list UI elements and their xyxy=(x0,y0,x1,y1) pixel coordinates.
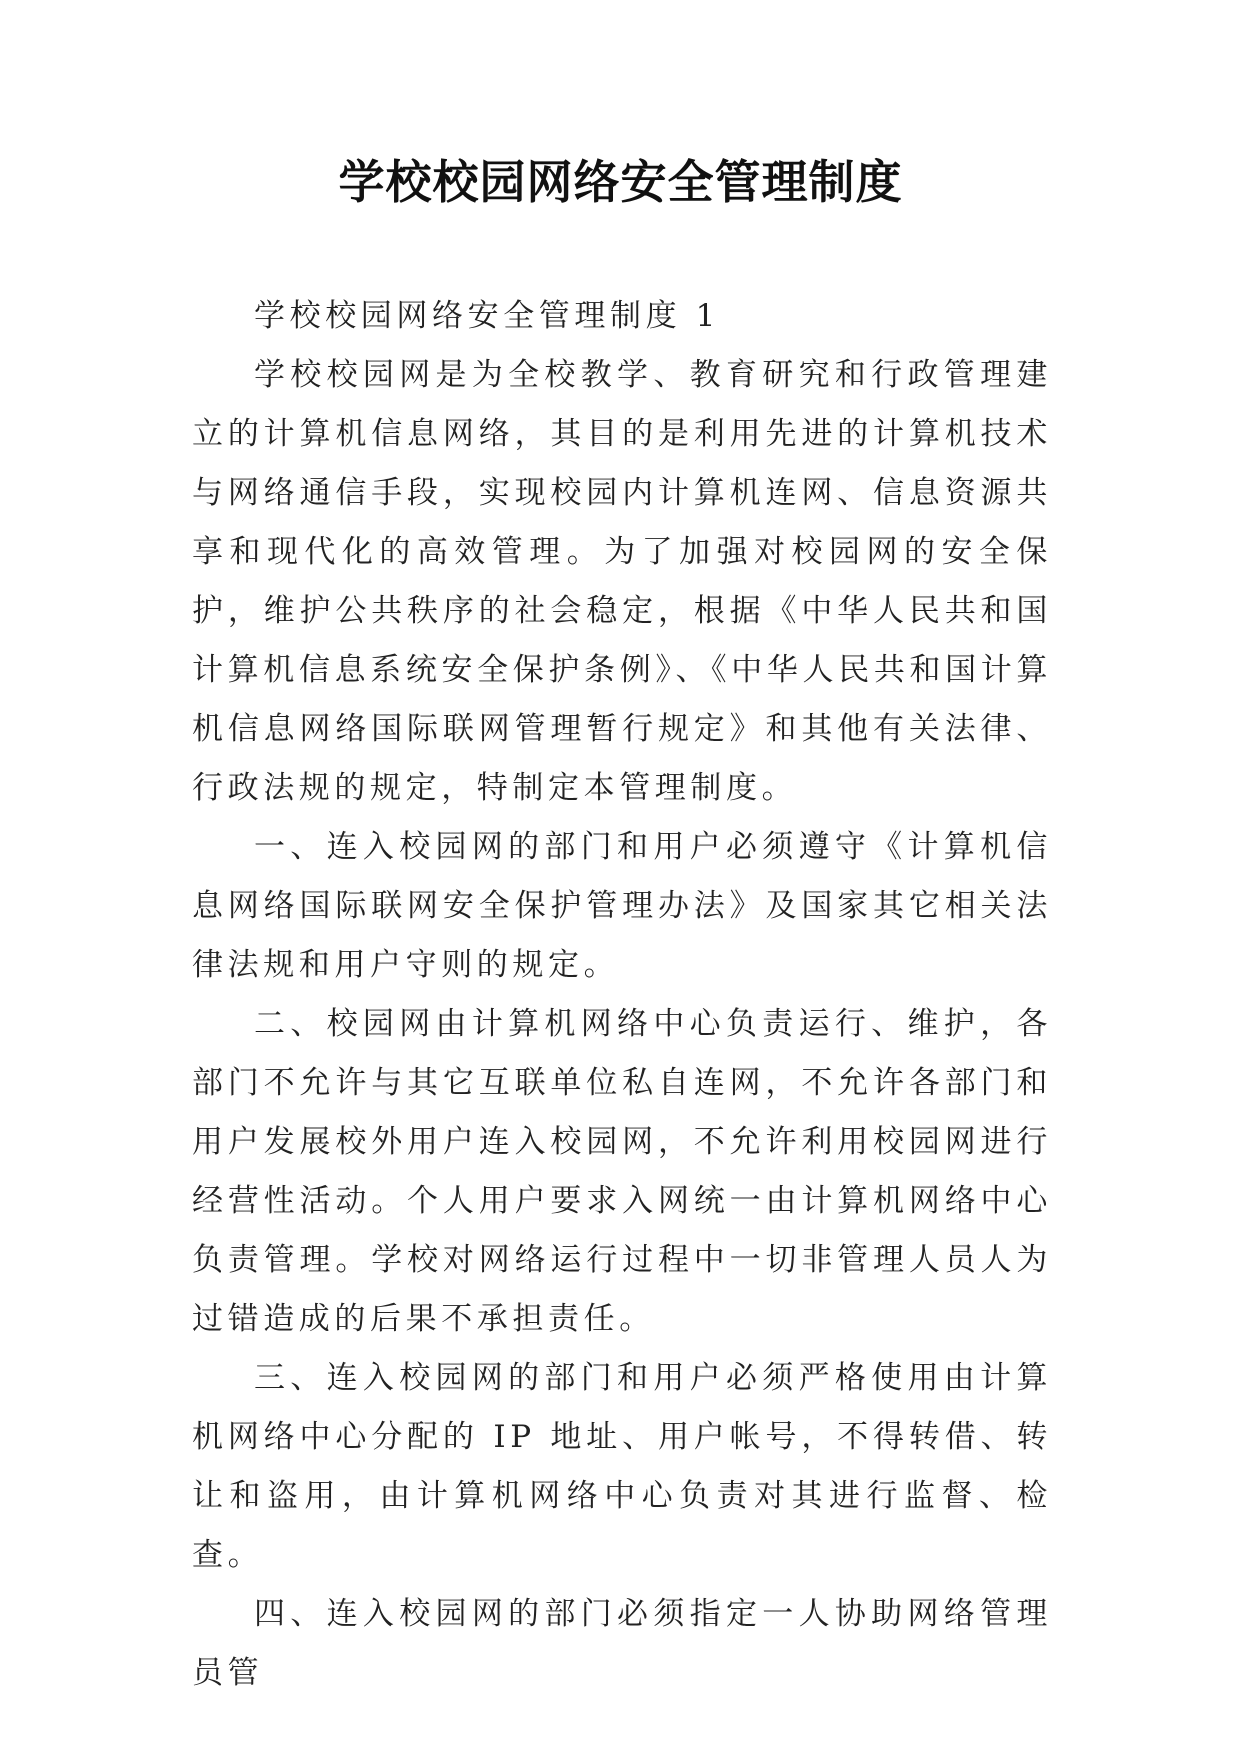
body-paragraph-intro: 学校校园网是为全校教学、教育研究和行政管理建立的计算机信息网络，其目的是利用先进的计算机技术与网络通信手段，实现校园内计算机连网、信息资源共享和现代化的高效管理。为了加强对校园网的安全保护，维护公共秩序的社会稳定，根据《中华人民共和国计算机信息系统安全保护条例》、《中华人民共和国计算机信息网络国际联网管理暂行规定》和其他有关法律、行政法规的规定，特制定本管理制度。 xyxy=(192,357,1052,806)
body-paragraph-1: 一、连入校园网的部门和用户必须遵守《计算机信息网络国际联网安全保护管理办法》及国家其它相关法律法规和用户守则的规定。 xyxy=(192,829,1052,983)
body-paragraph-4: 四、连入校园网的部门必须指定一人协助网络管理员管 xyxy=(192,1596,1052,1691)
document-body xyxy=(192,287,1052,1703)
body-paragraph-3: 三、连入校园网的部门和用户必须严格使用由计算机网络中心分配的 IP 地址、用户帐号，不得转借、转让和盗用，由计算机网络中心负责对其进行监督、检查。 xyxy=(192,1360,1052,1573)
body-paragraph-2: 二、校园网由计算机网络中心负责运行、维护，各部门不允许与其它互联单位私自连网，不允许各部门和用户发展校外用户连入校园网，不允许利用校园网进行经营性活动。个人用户要求入网统一由计算机网络中心负责管理。学校对网络运行过程中一切非管理人员人为过错造成的后果不承担责任。 xyxy=(192,1006,1052,1337)
document-title: 学校校园网络安全管理制度 xyxy=(338,155,903,209)
section-heading: 学校校园网络安全管理制度 1 xyxy=(254,298,720,334)
